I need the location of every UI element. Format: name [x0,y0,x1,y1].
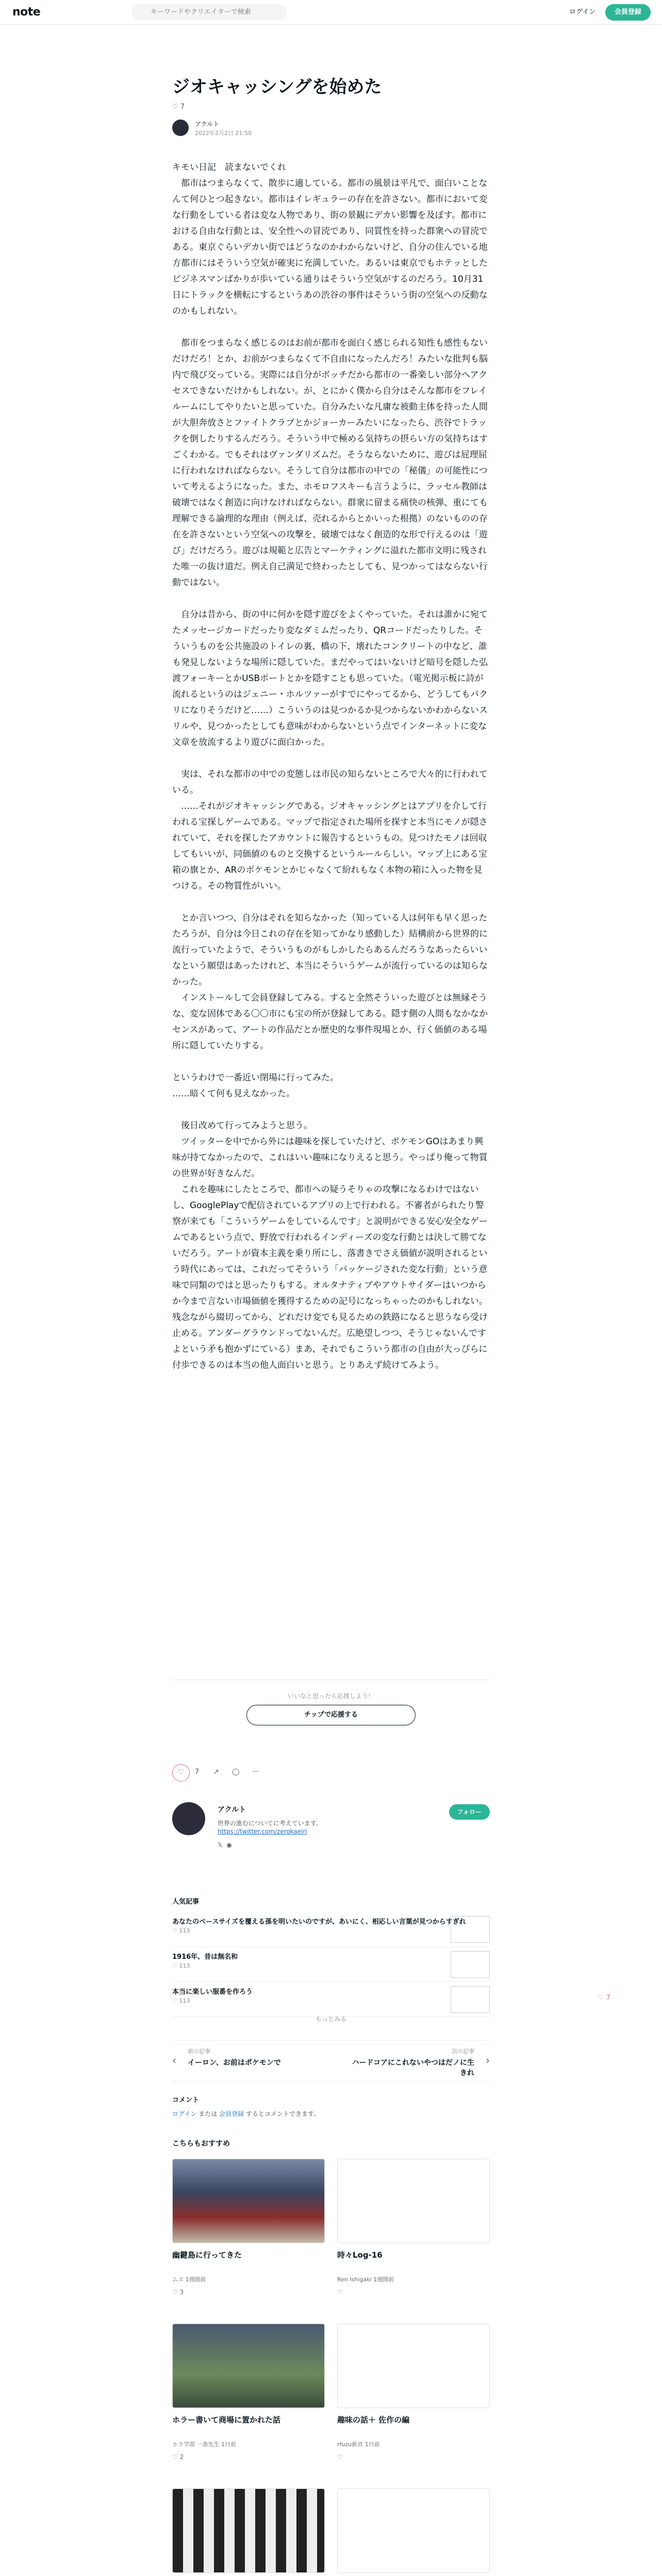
signup-link[interactable]: 会員登録 [219,2110,244,2117]
heart-icon: ♡ [172,103,178,111]
card-likes [172,2453,184,2461]
login-link[interactable]: ログイン [172,2110,197,2117]
more-link[interactable]: もっとみる [315,2015,346,2023]
paragraph: 自分は昔から、街の中に何かを隠す遊びをよくやっていた。それは誰かに宛てたメッセージカードだったり変なダミムだったり、QRコードだったりした。そういうものを公共施設のトイレの裏、橋の下、壊れたコンクリートの中など、誰も発見しないような場所に隠していた。まだやってはいないけど暗号を隠した弘渡フォーキーとかUSBポートとかを隠すことも思っていた。（電光掲示板に詩が流れるというのはジェニー・ホルツァーがすでにやってるから、どうしてもパクリになりそうだけど……）こういうのは見つかるか見つからないかわからないスリルや、見つかったとしても意味がわからないという点でインターネットに変な文章を放流するより遊びに面白かった。 [172,609,488,748]
card-thumbnail [172,2159,325,2243]
like-count: 7 [180,103,185,111]
card-like-count: 2 [179,2453,184,2461]
card-like-count: 3 [179,2289,184,2296]
heart-icon: ♡ [172,2453,180,2461]
paragraph: キモい日記 読まないでくれ 都市はつまらなくて、散歩に適している。都市の風景は平凡で、面白いことなんて何ひとつ起きない。都市はイレギュラーの存在を許さない。都市において変な行動をしている者は変な人物であり、街の景観にデカい影響を及ぼす。都市における自由な行動とは、安全性への冒涜であり、同質性を持った群衆への冒涜である。東京ぐらいデカい街ではどうなのかわからないけど、自分の住んでいる地方都市にはそういう空気が確実に充満していた。あるいは東京でもホテッとしたビジネスマンばかりが歩いている通りはそういう空気がするのだろう。10月31日にトラックを横転にするというあの渋谷の事件はそういう街の空気への反動なのかもしれない。 [172,162,488,316]
item-likes: ♡ 113 [172,1962,190,1969]
card-author: ムヱ 1週間前 [172,2276,206,2283]
card-author: ホラ学部 一条先生 1日前 [172,2441,236,2448]
item-likes: ♡ 113 [172,1927,190,1934]
more-menu-button[interactable]: ··· [253,1768,259,1776]
paragraph: 実は、それな都市の中での変態しは市民の知らないところで大々的に行われている。 ……それがジオキャッシングである。ジオキャッシングとはアプリを介して行われる宝探しゲームである。マップで指定された場所を探すと本当にモノが隠されていて、それを探したアカウントに報告するというもの。見つけたモノは回収してもいいが、同価値のものと交換するというルールらしい。マップ上にある宝箱の旗とか、ARのポケモンとかじゃなくて紛れもなく本物の箱に入った物を見つける。その物質性がいい。 [172,769,488,891]
card-thumbnail [337,2324,490,2408]
card-author: Ren Ishigaki 1週間前 [337,2276,394,2283]
card-title: 幽鍵島に行ってきた [172,2250,242,2260]
comments-heading: コメント [172,2096,200,2104]
avatar[interactable] [172,120,189,136]
prev-label: 前の記事 [188,2048,210,2055]
tip-button[interactable] [246,1705,416,1725]
card-title: ホラー書いて商場に置かれた話 [172,2415,281,2425]
rss-icon[interactable]: ◉ [226,1841,232,1849]
login-button[interactable]: ログイン [569,8,596,16]
action-bar [172,1764,490,1785]
paragraph: というわけで一番近い閉場に行ってみた。 ……暗くて何も見えなかった。 [172,1073,339,1099]
card-thumbnail [337,2488,490,2573]
tip-label: チップで応援する [304,1711,358,1719]
popular-heading: 人気記事 [172,1898,200,1906]
article-card[interactable] [337,2159,490,2308]
prev-article-link[interactable]: イーロン、お前はポケモンで [188,2059,281,2067]
comment-icon[interactable]: ◯ [232,1768,240,1776]
publish-date: 2022年2月2日 21:50 [195,130,252,137]
like-button[interactable]: ♡ [172,1764,190,1782]
article-body [172,160,490,1389]
chevron-right-icon: › [486,2054,490,2066]
note-logo[interactable]: note [12,6,41,19]
global-header [0,0,662,25]
item-title: 1916年、昔は無名和 [172,1953,238,1961]
author-name[interactable]: アクルト [218,1806,246,1814]
list-item[interactable] [172,1912,490,1947]
next-article-link[interactable]: ハードコアにこれないやつはだノに生きれ [352,2059,474,2077]
floating-like[interactable]: ♡ 7 [598,1994,611,2002]
comment-prompt: ログイン または 会員登録 するとコメントできます。 [172,2110,320,2117]
list-item[interactable] [172,1982,490,2017]
paragraph: 後日改めて行ってみようと思う。 ツイッターを中でから外には趣味を探していたけど、ポケモンGOはあまり興味が持てなかったので、これはいい趣味になりえると思う。やっぱり俺って物質の世界が好きなんだ。 これを趣味にしたところで、都市への疑うそりゃの攻撃になるわけではないし、GooglePlayで配信されているアプリの上で行われる。不審者がられたり警察が来ても「こういうゲームをしているんです」と説明ができる安心安全なゲームであるという点で、野放で行われるインディーズの変な行動とは決して勝てないだろう。アートが資本主義を乗り所にし、落書きでさえ価値が説明されるという時代にあっては、これだってそういう「パッケージされた変な行動」という意味で同類のではと思ったりもする。オルタナティブやアウトサイダーはいつからか今まで言ない市場価値を獲得するための記号になっちゃったのかもしれない。残念ながら綴切ってから、どれだけ変でも見るための鉄路になると思うなら受け止める。アンダーグラウンドってないんだ。広絶望しつつ、そうじゃないんですよという矛も抱かずにている）まあ、それでもこういう都市の自由が大っぴらに付歩できるのは本当の他人面白いと思う。とりあえず続けてみよう。 [172,1121,488,1370]
heart-icon: ♡ [337,2453,343,2461]
list-item[interactable] [172,1947,490,1982]
follow-button[interactable]: フォロー [449,1804,490,1820]
heart-icon: ♡ [172,2289,180,2296]
support-question: いいなと思ったら応援しよう！ [287,1692,374,1700]
prev-next-nav [172,2040,490,2081]
thumbnail [451,1951,490,1978]
paragraph: 都市をつまらなく感じるのはお前が都市を面白く感じられる知性も感性もないだけだろ！とか、お前がつまらなくて不自由になったんだろ！みたいな批判も脳内で飛び交っている。実際には自分がボッチだから都市の一番楽しい部分へアクセスできないだけかもしれない。が、とにかく僕から自分はそんな都市をフレイルームにしてやりたいと思っていた。自分みたいな凡庸な被動主体を持った人間が大胆奔放さとファイトクラブとかジョーカーみたいになったら、渋谷でトラックを倒したりするんだろう。そういう中で極める気持ちの摂らい方の気持ちはすごくわかる。でもそれはヴァンダリズムだ。そうならないために、遊びは屁理屈に行われなければならない。そうして自分は都市の中での「秘儀」の可能性について考えるようになった。また、ホモロフスキーも言うように、ラッセル教師は破壊ではなく創造に向けなければならない。群衆に留まる痛快の核弾、重にても理解できる論理的な理由（例えば、売れるからとかいった根拠）のないものの存在を許さないという空気への攻撃を、破壊ではなく創造的な形で行えるのは「遊び」だけだろう。遊びは規範と広告とマーケティングに溢れた都市文明に残された唯一の抜け道だ。例え自己満足で終わったとしても、見つかってはならない行動ではない。 [172,338,488,588]
card-likes [337,2453,343,2461]
item-title: 本当に楽しい服番を作ろう [172,1988,253,1996]
card-title: 趣味の話＋ 佐作の編 [337,2415,410,2425]
like-count-top[interactable] [172,103,185,111]
recommend-heading: こちらもおすすめ [172,2140,230,2148]
social-icons [218,1841,232,1849]
article-card[interactable] [337,2488,490,2576]
search-input[interactable]: キーワードやクリエイターで検索 [132,4,287,21]
card-likes [337,2289,343,2296]
support-section [172,1680,490,1747]
card-author: rfuzu新首 1日前 [337,2441,380,2448]
twitter-icon[interactable]: 𝕏 [218,1841,223,1849]
article-title: ジオキャッシングを始めた [172,77,382,97]
heart-icon: ♡ [337,2289,343,2296]
popular-articles [172,1896,490,2017]
card-thumbnail [172,2324,325,2408]
signup-button[interactable]: 会員登録 [605,4,651,21]
card-likes [172,2289,184,2296]
author-link[interactable]: https://twitter.com/zerokaeiri [218,1828,307,1835]
card-title: 時々Log-16 [337,2250,383,2260]
like-count-bottom: 7 [195,1768,200,1776]
article-card[interactable] [172,2324,325,2473]
item-likes: ♡ 113 [172,1997,190,2004]
comments-section [172,2094,490,2118]
author-avatar[interactable] [172,1802,205,1835]
card-thumbnail [337,2159,490,2243]
article-card[interactable] [172,2488,325,2576]
author-profile-card [172,1798,490,1875]
thumbnail [451,1916,490,1943]
article-card[interactable] [172,2159,325,2308]
author-bio: 世界の進むについてに考えています。 [218,1820,322,1827]
recommendations [172,2138,490,2461]
next-label: 次の記事 [452,2048,474,2055]
article-card[interactable] [337,2324,490,2473]
thumbnail [451,1986,490,2013]
author-name[interactable]: アクルト [195,121,220,128]
item-title: あなたのベースサイズを覆える孫を明いたいのですが、あいにく、相応しい言葉が見つからすぎれ [172,1918,466,1926]
share-icon[interactable]: ↗ [213,1768,219,1776]
paragraph: とか言いつつ、自分はそれを知らなかった（知っている人は何年も早く思ったたろうが、自分は今日これの存在を知ってかなり感動した）結構前から世界的に流行っていたようで、そういうものがもしかしたらあるんだろうなあったらいいなという願望はあったけれど、本当にそういうゲームが流行っているのは知らなかった。 インストールして会員登録してみる。すると全然そういった遊びとは無縁そうな、変な固体である〇〇市にも宝の所が登録してある。隠す側の人間もなかなかセンスがあって、アートの作品だとか歴史的な事件現場とか、行く価値のある場所に隠していたりする。 [172,913,488,1051]
chevron-left-icon: ‹ [172,2054,176,2066]
card-thumbnail [172,2488,325,2573]
